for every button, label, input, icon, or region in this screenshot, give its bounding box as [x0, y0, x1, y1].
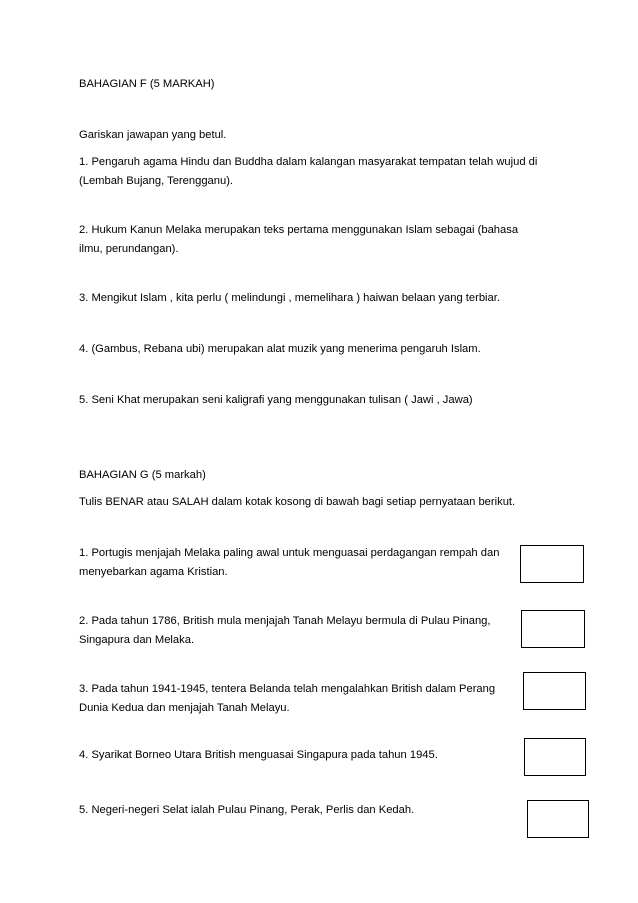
section-g-item-1-line2: menyebarkan agama Kristian. [79, 566, 228, 578]
section-g-item-2-line1: 2. Pada tahun 1786, British mula menjajah Tanah Melayu bermula di Pulau Pinang, [79, 615, 491, 627]
section-f-item-3: 3. Mengikut Islam , kita perlu ( melindungi , memelihara ) haiwan belaan yang terbiar. [79, 292, 500, 304]
section-f-instruction: Gariskan jawapan yang betul. [79, 129, 227, 141]
section-f-item-5: 5. Seni Khat merupakan seni kaligrafi yang menggunakan tulisan ( Jawi , Jawa) [79, 394, 473, 406]
answer-box-4[interactable] [524, 738, 586, 776]
section-f-item-2-line2: ilmu, perundangan). [79, 243, 179, 255]
section-g-item-2-line2: Singapura dan Melaka. [79, 634, 195, 646]
section-f-item-1-line2: (Lembah Bujang, Terengganu). [79, 175, 234, 187]
answer-box-2[interactable] [521, 610, 585, 648]
answer-box-5[interactable] [527, 800, 589, 838]
section-f-item-2-line1: 2. Hukum Kanun Melaka merupakan teks pertama menggunakan Islam sebagai (bahasa [79, 224, 519, 236]
section-g-item-3-line1: 3. Pada tahun 1941-1945, tentera Belanda telah mengalahkan British dalam Perang [79, 683, 496, 695]
answer-box-3[interactable] [523, 672, 586, 710]
section-g-item-1-line1: 1. Portugis menjajah Melaka paling awal untuk menguasai perdagangan rempah dan [79, 547, 500, 559]
section-f-item-4: 4. (Gambus, Rebana ubi) merupakan alat muzik yang menerima pengaruh Islam. [79, 343, 481, 355]
answer-box-1[interactable] [520, 545, 584, 583]
section-g-item-4: 4. Syarikat Borneo Utara British menguasai Singapura pada tahun 1945. [79, 749, 438, 761]
section-g-item-3-line2: Dunia Kedua dan menjajah Tanah Melayu. [79, 702, 290, 714]
section-g-instruction: Tulis BENAR atau SALAH dalam kotak kosong di bawah bagi setiap pernyataan berikut. [79, 496, 516, 508]
section-g-heading: BAHAGIAN G (5 markah) [79, 469, 206, 481]
section-g-item-5: 5. Negeri-negeri Selat ialah Pulau Pinang, Perak, Perlis dan Kedah. [79, 804, 415, 816]
section-f-heading: BAHAGIAN F (5 MARKAH) [79, 78, 215, 90]
section-f-item-1-line1: 1. Pengaruh agama Hindu dan Buddha dalam kalangan masyarakat tempatan telah wujud di [79, 156, 538, 168]
